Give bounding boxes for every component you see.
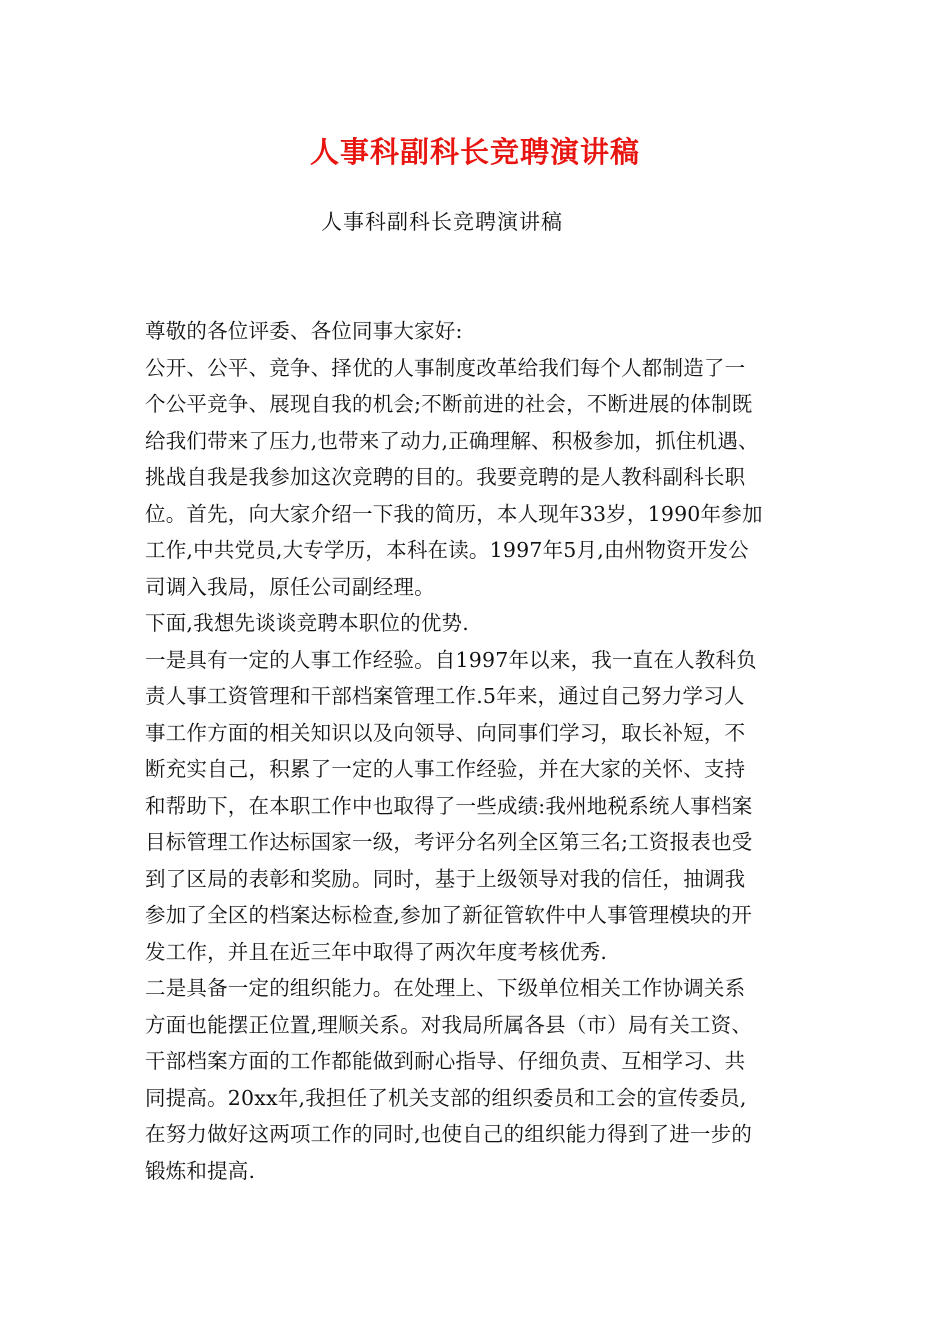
body-line: 挑战自我是我参加这次竞聘的目的。我要竞聘的是人教科副科长职 (145, 465, 746, 489)
body-line: 下面,我想先谈谈竞聘本职位的优势. (145, 611, 469, 635)
body-line: 事工作方面的相关知识以及向领导、向同事们学习，取长补短，不 (145, 720, 746, 745)
body-line: 个公平竞争、展现自我的机会;不断前进的社会，不断进展的体制既 (145, 392, 753, 416)
body-line: 锻炼和提高. (145, 1158, 256, 1183)
body-line: 目标管理工作达标国家一级，考评分名列全区第三名;工资报表也受 (145, 830, 753, 854)
body-line: 和帮助下，在本职工作中也取得了一些成绩:我州地税系统人事档案 (145, 793, 753, 818)
body-line: 工作,中共党员,大专学历，本科在读。1997年5月,由州物资开发公 (145, 538, 749, 562)
body-line: 给我们带来了压力,也带来了动力,正确理解、积极参加，抓住机遇、 (145, 428, 759, 453)
body-line: 参加了全区的档案达标检查,参加了新征管软件中人事管理模块的开 (145, 903, 753, 927)
body-line: 责人事工资管理和干部档案管理工作.5年来，通过自己努力学习人 (145, 684, 745, 708)
body-line: 尊敬的各位评委、各位同事大家好: (145, 319, 463, 343)
body-line: 在努力做好这两项工作的同时,也使自己的组织能力得到了进一步的 (145, 1122, 753, 1146)
body-line: 司调入我局，原任公司副经理。 (145, 574, 435, 599)
body-line: 到了区局的表彰和奖励。同时，基于上级领导对我的信任，抽调我 (145, 866, 746, 891)
body-line: 断充实自己，积累了一定的人事工作经验，并在大家的关怀、支持 (145, 757, 746, 781)
body-line: 二是具备一定的组织能力。在处理上、下级单位相关工作协调关系 (145, 976, 746, 1000)
document-body (145, 313, 810, 1189)
body-line: 干部档案方面的工作都能做到耐心指导、仔细负责、互相学习、共 (145, 1049, 746, 1073)
document-subtitle: 人事科副科长竞聘演讲稿 (321, 210, 563, 234)
body-line: 方面也能摆正位置,理顺关系。对我局所属各县（市）局有关工资、 (145, 1012, 753, 1037)
body-line: 公开、公平、竞争、择优的人事制度改革给我们每个人都制造了一 (145, 355, 746, 380)
body-line: 一是具有一定的人事工作经验。自1997年以来，我一直在人教科负 (145, 647, 757, 672)
body-line: 位。首先，向大家介绍一下我的简历，本人现年33岁，1990年参加 (145, 501, 763, 526)
body-line: 发工作，并且在近三年中取得了两次年度考核优秀. (145, 939, 608, 964)
document-title: 人事科副科长竞聘演讲稿 (309, 135, 640, 169)
body-line: 同提高。20xx年,我担任了机关支部的组织委员和工会的宣传委员, (145, 1085, 747, 1110)
